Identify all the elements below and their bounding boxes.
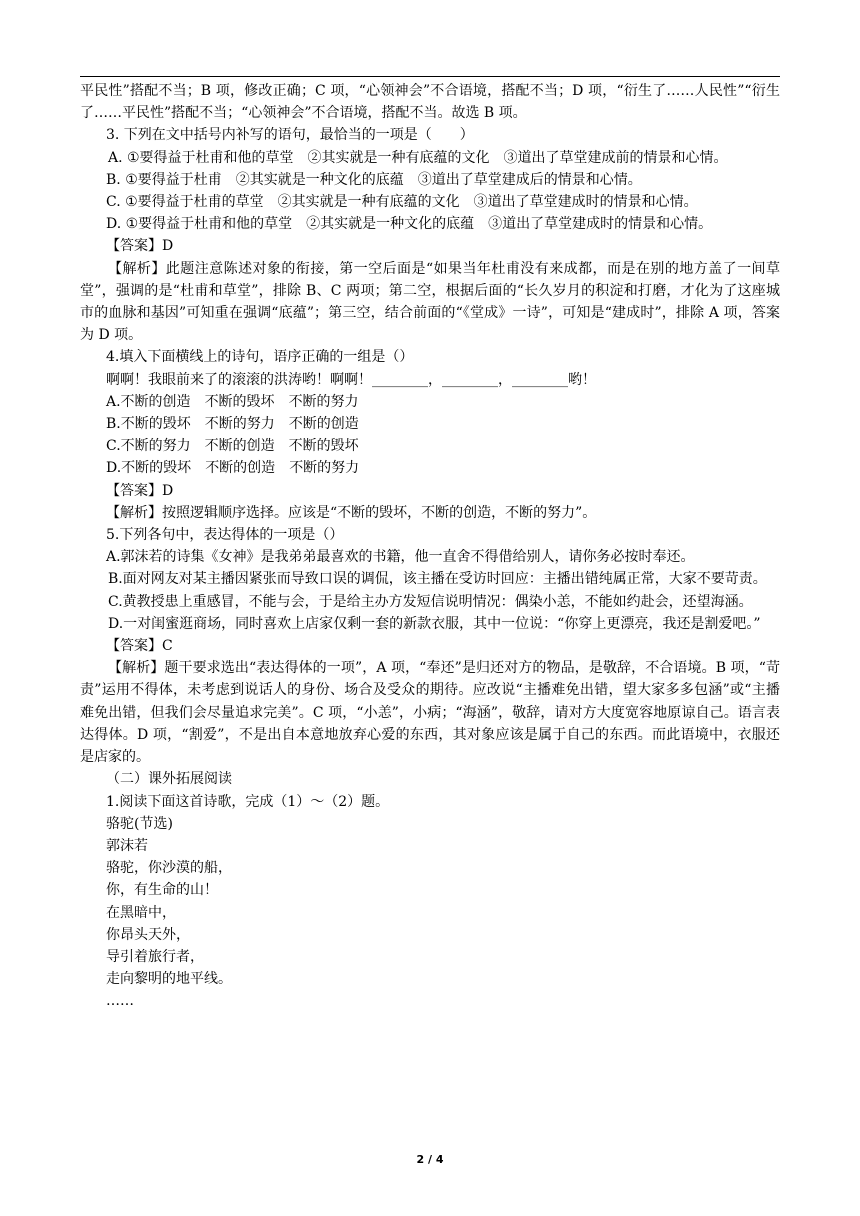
q4-answer: 【答案】D [106,482,174,499]
reading-q1-stem: 1.阅读下面这首诗歌，完成（1）～（2）题。 [106,793,390,810]
section-title: （二）课外拓展阅读 [106,771,232,788]
q3-answer: 【答案】D [106,238,174,255]
q4-option-d-1: D.不断的毁坏 [106,460,192,477]
q4-option-c-1: C.不断的努力 [106,438,191,455]
q4-option-b-1: B.不断的毁坏 [106,416,191,433]
q5-option-a: A.郭沫若的诗集《女神》是我弟弟最喜欢的书籍，他一直舍不得借给别人，请你务必按时奉还。 [106,549,695,566]
q2-analysis-tail: 平民性”搭配不当；B 项，修改正确；C 项，“心领神会”不合语境，搭配不当；D 项，“衍生了……人民性”“衍生了……平民性”搭配不当；“心领神会”不合语境，搭配不当。故选 B 项。 [80,83,780,122]
q5-analysis: 【解析】题干要求选出“表达得体的一项”，A 项，“奉还”是归还对方的物品，是敬辞，不合语境。B 项，“苛责”运用不得体，未考虑到说话人的身份、场合及受众的期待。应改说“主播难免出错，望大家多多包涵”或“主播难免出错，但我们会尽量追求完美”。C 项，“小恙”，小病；“海涵”，敬辞，请对方大度宽容地原谅自己。语言表达得体。D 项，“割爱”，不是出自本意地放弃心爱的东西，其对象应该是属于自己的东西。而此语境中，衣服还是店家的。 [80,660,780,766]
q3-option-d: D. ①要得益于杜甫和他的草堂 ②其实就是一种文化的底蕴 ③道出了草堂建成时的情景和心情。 [106,216,713,233]
q4-option-a-3: 不断的努力 [288,393,359,410]
q5-option-c: C.黄教授患上重感冒，不能与会，于是给主办方发短信说明情况：偶染小恙，不能如约赴会，还望海涵。 [108,593,753,610]
q5-option-b: B.面对网友对某主播因紧张而导致口误的调侃，该主播在受访时回应：主播出错纯属正常，大家不要苛责。 [108,571,767,588]
q5-answer: 【答案】C [106,638,173,655]
poem-ellipsis: …… [106,993,134,1010]
q4-option-a-1: A.不断的创造 [106,393,191,410]
q4-option-c [80,435,780,457]
q4-poem-line: 啊啊！我眼前来了的滚滚的洪涛哟！啊啊！________，________，________哟！ [106,371,596,388]
poem-line: 你，有生命的山！ [106,882,218,899]
poem-line: 在黑暗中， [106,904,176,921]
poem-line: 你昂头天外， [106,926,190,943]
q5-option-d: D.一对闺蜜逛商场，同时喜欢上店家仅剩一套的新款衣服，其中一位说：“你穿上更漂亮，我还是割爱吧。” [108,615,761,632]
page-number: 2 / 4 [416,1153,444,1166]
q4-option-a [80,391,780,413]
q3-option-c: C. ①要得益于杜甫的草堂 ②其实就是一种有底蕴的文化 ③道出了草堂建成时的情景和心情。 [106,194,698,211]
q3-analysis: 【解析】此题注意陈述对象的衔接，第一空后面是“如果当年杜甫没有来成都，而是在别的地方盖了一间草堂”，强调的是“杜甫和草堂”，排除 B、C 两项；第二空，根据后面的“长久岁月的积淀和打磨，才化为了这座城市的血脉和基因”可知重在强调“底蕴”；第三空，结合前面的“《堂成》一诗”，可知是“建成时”，排除 A 项，答案为 D 项。 [80,260,780,344]
poem-author: 郭沫若 [106,837,148,854]
q4-option-d-2: 不断的创造 [205,460,276,477]
q4-stem: 4.填入下面横线上的诗句，语序正确的一组是（） [106,349,414,366]
document-body [80,80,780,1013]
q4-option-b-3: 不断的创造 [288,416,359,433]
q4-option-c-2: 不断的创造 [204,438,275,455]
q4-option-c-3: 不断的毁坏 [288,438,359,455]
header-rule [80,76,780,77]
q5-stem: 5.下列各句中，表达得体的一项是（） [106,527,344,544]
poem-line: 骆驼，你沙漠的船， [106,860,232,877]
q4-option-a-2: 不断的毁坏 [204,393,275,410]
q4-option-b-2: 不断的努力 [204,416,275,433]
poem-line: 走向黎明的地平线。 [106,971,232,988]
poem-line: 导引着旅行者， [106,948,204,965]
q4-option-d-3: 不断的努力 [289,460,360,477]
q4-option-b [80,413,780,435]
q3-stem: 3. 下列在文中括号内补写的语句，最恰当的一项是（ ） [106,127,474,144]
q3-option-a: A. ①要得益于杜甫和他的草堂 ②其实就是一种有底蕴的文化 ③道出了草堂建成前的情景和心情。 [108,149,728,166]
q4-analysis: 【解析】按照逻辑顺序选择。应该是“不断的毁坏，不断的创造，不断的努力”。 [106,504,597,521]
poem-title: 骆驼(节选) [106,815,173,832]
q3-option-b: B. ①要得益于杜甫 ②其实就是一种文化的底蕴 ③道出了草堂建成后的情景和心情。 [106,171,642,188]
q4-option-d [80,457,780,479]
